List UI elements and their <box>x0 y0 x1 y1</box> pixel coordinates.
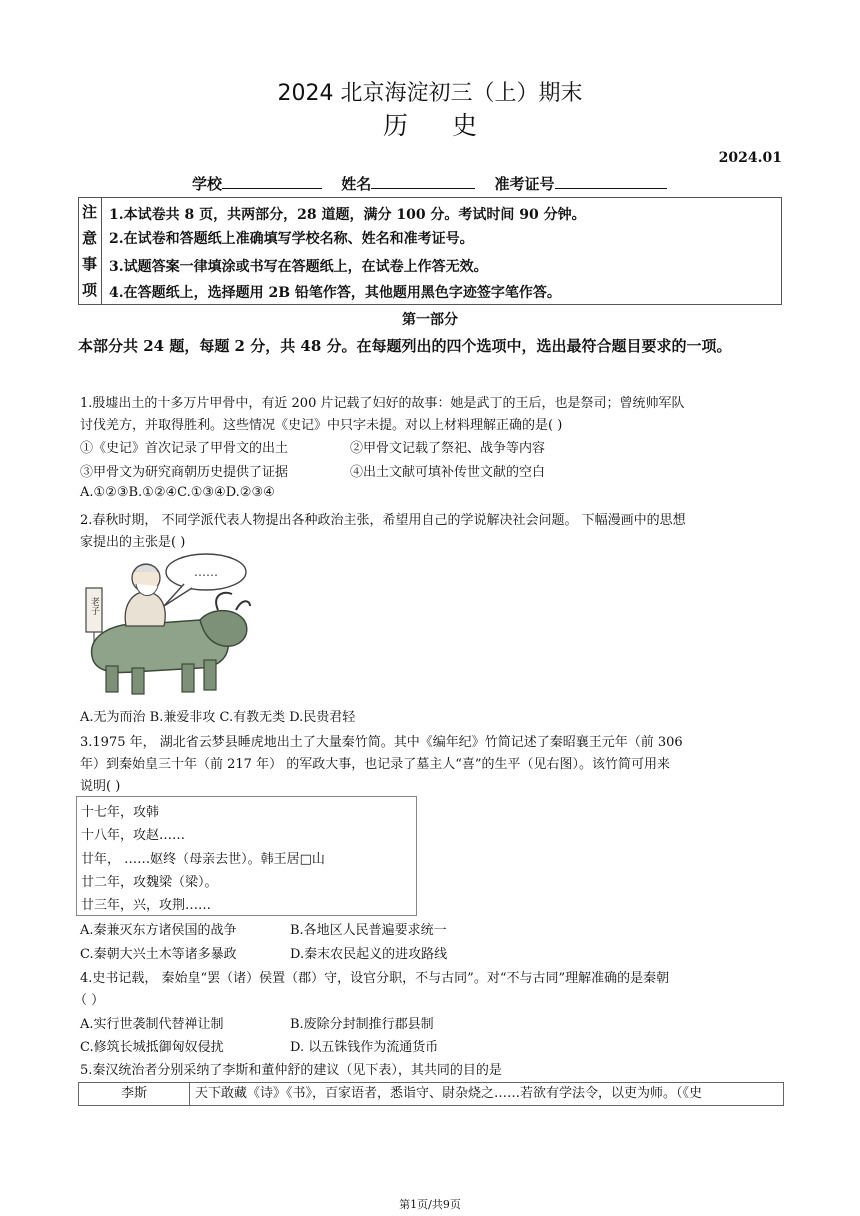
q1-stem-line: 1.殷墟出土的十多万片甲骨中，有近 200 片记载了妇好的故事：她是武丁的王后，也是祭司；曾统帅军队 <box>80 396 685 411</box>
notes-side-label <box>79 198 102 304</box>
q5-table-row <box>78 1082 784 1106</box>
q2-stem-line: 家提出的主张是( ) <box>80 535 186 550</box>
q5-table-text: 天下敢藏《诗》《书》，百家语者，悉诣守、尉杂烧之……若欲有学法令，以吏为师。（《史 <box>195 1086 703 1101</box>
exam-title: 2024 北京海淀初三（上）期末 <box>277 81 583 106</box>
q5-stem-line: 5.秦汉统治者分别采纳了李斯和董仲舒的建议（见下表），其共同的目的是 <box>80 1063 502 1078</box>
q1-statement: ③甲骨文为研究商朝历史提供了证据 <box>80 465 289 480</box>
q4-option-a: A.实行世袭制代替禅让制 <box>80 1017 224 1032</box>
q3-option-b: B.各地区人民普遍要求统一 <box>290 923 447 938</box>
q4-option-d: D. 以五铢钱作为流通货币 <box>290 1040 439 1055</box>
q4-stem-line: 4.史书记载， 秦始皇“罢（诸）侯置（郡）守，设官分职，不与古同”。对“不与古同”理解准确的是秦朝 <box>80 971 670 986</box>
exam-id-label: 准考证号 <box>494 175 555 193</box>
student-info-fields <box>192 173 681 194</box>
q3-option-a: A.秦兼灭东方诸侯国的战争 <box>80 923 237 938</box>
q4-option-b: B.废除分封制推行郡县制 <box>290 1017 434 1032</box>
bamboo-slip-quote-box <box>76 796 417 916</box>
part-one-title: 第一部分 <box>402 312 458 328</box>
school-blank <box>222 174 322 189</box>
notes-side-char: 意 <box>82 229 98 247</box>
notes-side-char: 注 <box>82 203 98 221</box>
notes-side-char: 事 <box>82 255 98 273</box>
name-blank <box>371 174 475 189</box>
name-label: 姓名 <box>341 175 372 193</box>
q3-option-c: C.秦朝大兴土木等诸多暴政 <box>80 947 237 962</box>
q4-option-c: C.修筑长城抵御匈奴侵扰 <box>80 1040 224 1055</box>
subject-title: 历史 <box>382 111 521 140</box>
speech-bubble-text: …… <box>194 565 218 579</box>
q3-stem-line: 说明( ) <box>80 779 121 794</box>
quote-line: 十八年，攻赵…… <box>81 828 186 843</box>
exam-date: 2024.01 <box>718 150 782 166</box>
q4-stem-line: （ ） <box>74 993 105 1008</box>
notes-side-char: 项 <box>82 281 98 299</box>
q1-choices: A.①②③B.①②④C.①③④D.②③④ <box>80 485 275 500</box>
notes-box <box>78 197 782 305</box>
sign-text: 老子 <box>89 597 99 615</box>
q3-option-d: D.秦末农民起义的进攻路线 <box>290 947 448 962</box>
notes-line: 3.试题答案一律填涂或书写在答题纸上，在试卷上作答无效。 <box>109 259 488 275</box>
notes-line: 1.本试卷共 8 页，共两部分，28 道题，满分 100 分。考试时间 90 分钟。 <box>109 207 586 223</box>
notes-line: 4.在答题纸上，选择题用 2B 铅笔作答，其他题用黑色字迹签字笔作答。 <box>109 285 561 301</box>
quote-line: 廿三年，兴，攻荆…… <box>81 898 212 913</box>
q5-table-head: 李斯 <box>79 1083 190 1105</box>
page-number: 第1页/共9页 <box>399 1198 461 1211</box>
part-one-intro: 本部分共 24 题，每题 2 分，共 48 分。在每题列出的四个选项中，选出最符合题目要求的一项。 <box>78 337 732 355</box>
q1-statement: ④出土文献可填补传世文献的空白 <box>350 465 546 480</box>
q1-statement: ②甲骨文记载了祭祀、战争等内容 <box>350 441 546 456</box>
quote-line: 廿二年，攻魏梁（梁）。 <box>81 875 218 890</box>
q2-choices: A.无为而治 B.兼爱非攻 C.有教无类 D.民贵君轻 <box>80 710 356 725</box>
quote-line: 廿年， ……妪终（母亲去世）。韩王居□山 <box>81 852 325 867</box>
laozi-ox-cartoon <box>72 548 252 700</box>
q3-stem-line: 年）到秦始皇三十年（前 217 年） 的军政大事，也记录了墓主人“喜”的生平（见右图）。该竹简可用来 <box>80 757 671 772</box>
school-label: 学校 <box>192 175 223 193</box>
exam-id-blank <box>555 174 667 189</box>
q3-stem-line: 3.1975 年， 湖北省云梦县睡虎地出土了大量秦竹简。其中《编年纪》竹简记述了秦昭襄王元年（前 306 <box>80 735 683 750</box>
q1-statement: ①《史记》首次记录了甲骨文的出土 <box>80 441 289 456</box>
q2-stem-line: 2.春秋时期， 不同学派代表人物提出各种政治主张，希望用自己的学说解决社会问题。 下幅漫画中的思想 <box>80 513 686 528</box>
quote-line: 十七年，攻韩 <box>81 805 160 820</box>
notes-line: 2.在试卷和答题纸上准确填写学校名称、姓名和准考证号。 <box>109 231 474 247</box>
q1-stem-line: 讨伐羌方，并取得胜利。这些情况《史记》中只字未提。对以上材料理解正确的是( ) <box>80 418 563 433</box>
